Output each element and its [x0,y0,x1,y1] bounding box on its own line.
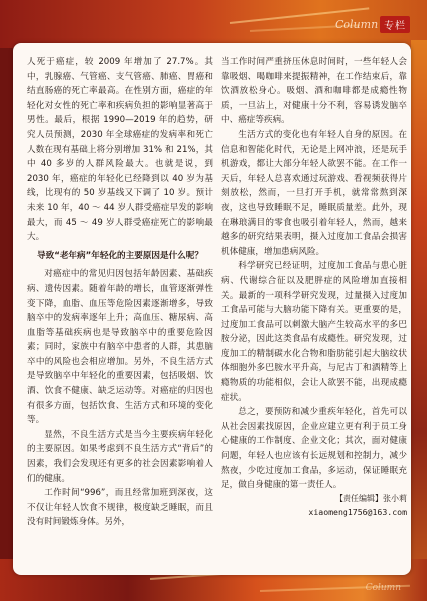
paragraph: 工作时间“996”，而且经常加班到深夜，这不仅让年轻人饮食不规律，极度缺乏睡眠，而且没有时间锻炼身体。另外， [27,488,213,528]
column-label: Column [335,18,379,31]
right-column [221,55,407,519]
paragraph: 科学研究已经证明，过度加工食品与患心脏病、代谢综合征以及肥胖症的风险增加直接相关。最新的一项科学研究发现，过量摄入过度加工食品可能与大脑功能下降有关。更重要的是，过度加工食品可以刺激大脑产生较高水平的多巴胺分泌，因此这类食品有成瘾性。研究发现，过度加工的精制碳水化合物和脂肪能引起大脑纹状体细胞外多巴胺水平升高，与尼古丁和酒精等上瘾物质的功能相似，会让人欲罢不能，出现成瘾症状。 [221,261,407,403]
paragraph: 人死于癌症，较 2009 年增加了 27.7%。其中，乳腺癌、气管癌、支气管癌、肺癌、胃癌和结直肠癌的死亡率最高。在性别方面，癌症的年轻化对女性的死亡率和疾病负担的影响显著高于男性。最后，根据 1990—2019 年的趋势，研究人员预测，2030 年全球癌症的发病率和死亡人数在现有基础上将分别增加 31% 和 21%，其中 40 多岁的人群风险最大。也就是说，到 2030 年，癌症的年轻化已经降到以 40 岁为基线，比现有的 50 岁基线又下调了 10 岁。预计未来 10 年，40 ～ 44 岁人群受癌症早发的影响最大，而 45 ～ 49 岁人群受癌症死亡的影响最大。 [27,57,213,243]
paragraph: 总之，要预防和减少重疾年轻化，首先可以从社会因素找原因，企业应建立更有利于员工身心健康的工作制度、企业文化；其次，面对健康问题，年轻人也应该有长远规划和控制力，减少熬夜，少吃过度加工食品，多运动，保证睡眠充足，做自身健康的第一责任人。 [221,407,407,491]
paragraph: 当工作时间严重挤压休息时间时，一些年轻人会靠吸烟、喝咖啡来提振精神，在工作结束后，靠饮酒放松身心。吸烟、酒和咖啡都是成瘾性物质，一旦沾上，对健康十分不利，容易诱发脑卒中、癌症等疾病。 [221,57,407,126]
paragraph: 对癌症中的常见归因包括年龄因素、基础疾病、遗传因素。随着年龄的增长，血管逐渐弹性变下降，血脂、血压等危险因素逐渐增多，导致脑卒中的发病率逐年上升；高血压、糖尿病、高血脂等基础疾病也是导致脑卒中的重要危险因素；同时，家族中有脑卒中患者的人群，其患脑卒中的风险也会相应增加。另外，不良生活方式是导致脑卒中年轻化的重要因素，包括吸烟、饮酒、饮食不健康、缺乏运动等。对癌症的归因也有很多方面，包括饮食、生活方式和环境的变化等。 [27,269,213,426]
article-page [13,43,411,575]
paragraph: 显然，不良生活方式是当今主要疾病年轻化的主要原因。如果考虑到不良生活方式“背后”的因素，我们会发现还有更多的社会因素影响着人们的健康。 [27,429,213,484]
section-subheading: 导致“老年病”年轻化的主要原因是什么呢？ [37,250,203,261]
footer-label: Column [365,583,401,593]
column-tag: 专栏 [380,16,410,33]
editor-credit: 【责任编辑】张小莉 [335,493,407,503]
left-column [27,55,213,530]
paragraph: 生活方式的变化也有年轻人自身的原因。在信息和智能化时代，无论是上网冲浪，还是玩手机游戏，都让大部分年轻人欲罢不能。在工作一天后，年轻人总喜欢通过玩游戏、看视频获得片刻放松，然而，一旦打开手机，就常常熬到深夜，这也导致睡眠不足，睡眠质量差。此外，现在琳琅满目的零食也吸引着年轻人，然而，越来越多的研究结果表明，摄入过度加工食品会损害机体健康，增加患病风险。 [221,129,407,257]
right-decor-strip [411,40,427,601]
editor-email[interactable]: xiaomeng1756@163.com [308,506,407,517]
